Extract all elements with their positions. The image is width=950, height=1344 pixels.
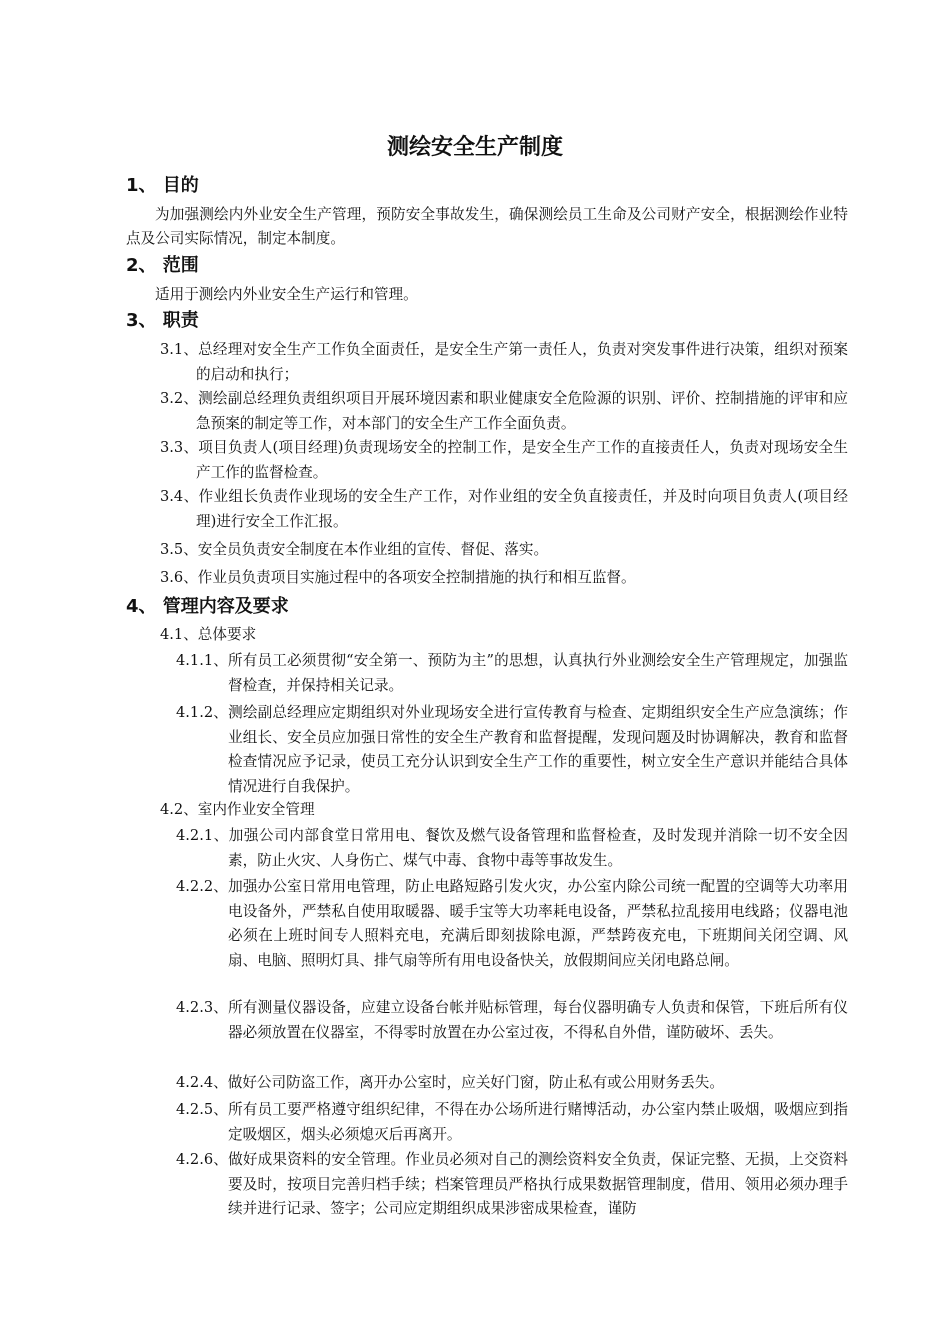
requirement-item: 4.1.2、测绘副总经理应定期组织对外业现场安全进行宣传教育与检查、定期组织安全生产应急演练；作业组长、安全员应加强日常性的安全生产教育和监督提醒，发现问题及时协调解决，教育和监督检查情况应予记录，使员工充分认识到安全生产工作的重要性，树立安全生产意识并能结合具体情况进行自我保护。 — [176, 704, 848, 795]
document-title: 测绘安全生产制度 — [386, 135, 563, 160]
duty-item: 3.4、作业组长负责作业现场的安全生产工作，对作业组的安全负直接责任，并及时向项目负责人(项目经理)进行安全工作汇报。 — [160, 488, 848, 530]
duty-item: 3.1、总经理对安全生产工作负全面责任，是安全生产第一责任人，负责对突发事件进行决策，组织对预案的启动和执行； — [160, 341, 848, 383]
duty-item: 3.6、作业员负责项目实施过程中的各项安全控制措施的执行和相互监督。 — [160, 569, 636, 586]
duty-item: 3.3、项目负责人(项目经理)负责现场安全的控制工作，是安全生产工作的直接责任人，负责对现场安全生产工作的监督检查。 — [160, 439, 848, 481]
requirement-item: 4.2.6、做好成果资料的安全管理。作业员必须对自己的测绘资料安全负责，保证完整、无损，上交资料要及时，按项目完善归档手续；档案管理员严格执行成果数据管理制度，借用、领用必须办理手续并进行记录、签字；公司应定期组织成果涉密成果检查，谨防 — [176, 1151, 848, 1217]
scope-paragraph: 适用于测绘内外业安全生产运行和管理。 — [155, 286, 418, 303]
requirement-item: 4.2.4、做好公司防盗工作，离开办公室时，应关好门窗，防止私有或公用财务丢失。 — [176, 1074, 724, 1091]
requirement-item: 4.1.1、所有员工必须贯彻“安全第一、预防为主”的思想，认真执行外业测绘安全生产管理规定，加强监督检查，并保持相关记录。 — [176, 652, 848, 694]
duty-item: 3.5、安全员负责安全制度在本作业组的宣传、督促、落实。 — [160, 541, 549, 558]
section-heading-management: 4、 管理内容及要求 — [126, 596, 289, 617]
section-heading-scope: 2、 范围 — [126, 255, 199, 276]
section-heading-purpose: 1、 目的 — [126, 175, 199, 196]
requirement-item: 4.2.2、加强办公室日常用电管理，防止电路短路引发火灾，办公室内除公司统一配置的空调等大功率用电设备外，严禁私自使用取暖器、暖手宝等大功率耗电设备，严禁私拉乱接用电线路；仪器电池必须在上班时间专人照料充电，充满后即刻拔除电源，严禁跨夜充电，下班期间关闭空调、风扇、电脑、照明灯具、排气扇等所有用电设备快关，放假期间应关闭电路总闸。 — [176, 878, 848, 969]
requirement-item: 4.2.5、所有员工要严格遵守组织纪律，不得在办公场所进行赌博活动，办公室内禁止吸烟，吸烟应到指定吸烟区，烟头必须熄灭后再离开。 — [176, 1101, 848, 1143]
requirement-item: 4.2.3、所有测量仪器设备，应建立设备台帐并贴标管理，每台仪器明确专人负责和保管，下班后所有仪器必须放置在仪器室，不得零时放置在办公室过夜，不得私自外借，谨防破坏、丢失。 — [176, 999, 848, 1041]
duty-item: 3.2、测绘副总经理负责组织项目开展环境因素和职业健康安全危险源的识别、评价、控制措施的评审和应急预案的制定等工作，对本部门的安全生产工作全面负责。 — [160, 390, 848, 432]
subsection-heading-general: 4.1、总体要求 — [160, 626, 257, 643]
requirement-item: 4.2.1、加强公司内部食堂日常用电、餐饮及燃气设备管理和监督检查，及时发现并消除一切不安全因素，防止火灾、人身伤亡、煤气中毒、食物中毒等事故发生。 — [176, 827, 848, 869]
section-heading-duties: 3、 职责 — [126, 310, 199, 331]
subsection-heading-indoor: 4.2、室内作业安全管理 — [160, 801, 315, 818]
purpose-paragraph: 为加强测绘内外业安全生产管理，预防安全事故发生，确保测绘员工生命及公司财产安全，根据测绘作业特点及公司实际情况，制定本制度。 — [126, 206, 848, 247]
